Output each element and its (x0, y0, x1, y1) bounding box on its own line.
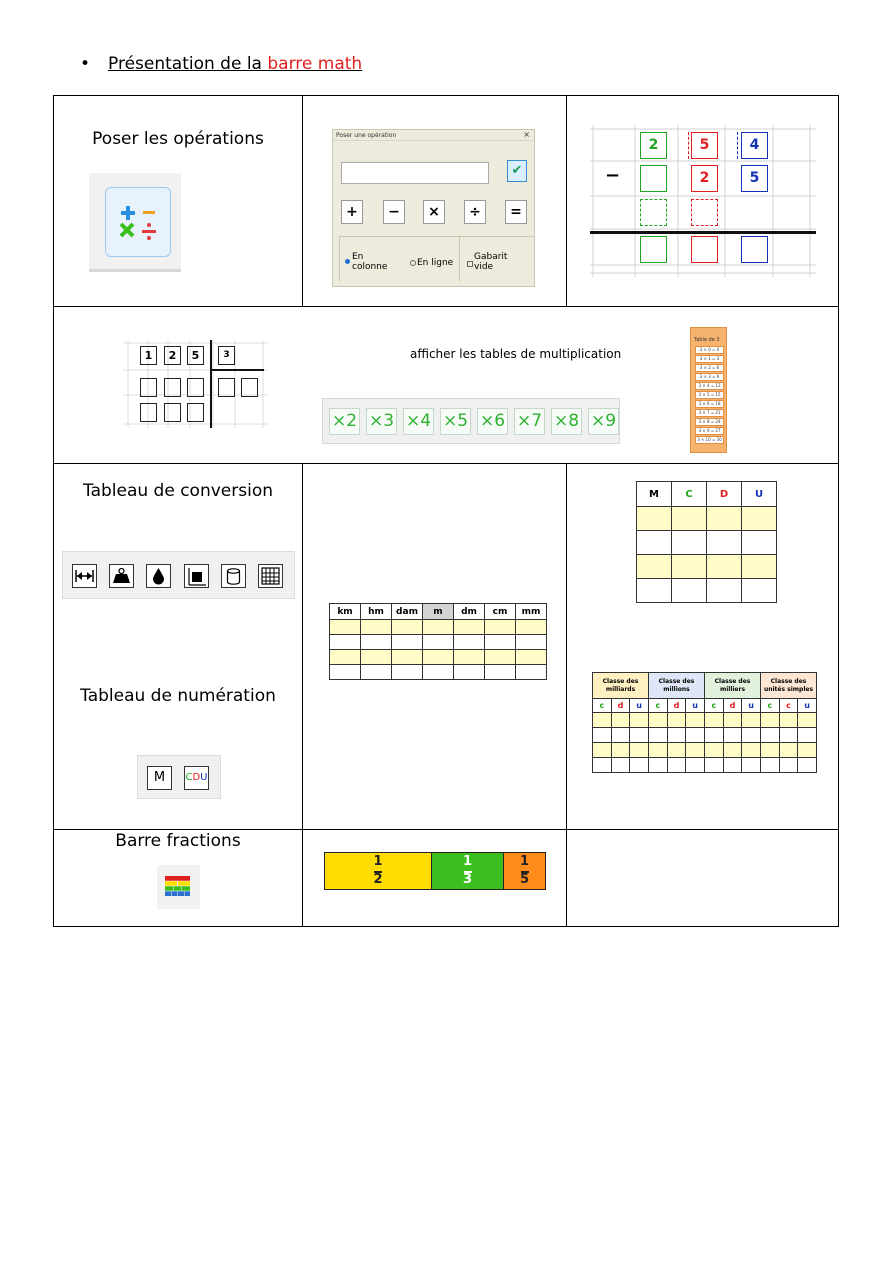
times-6-button[interactable]: ×6 (477, 408, 508, 435)
classes-table (592, 672, 817, 773)
class-units: Classe des unités simples (761, 673, 817, 699)
table-row (330, 650, 547, 665)
table-row: 3 × 9 = 27 (695, 427, 724, 435)
result-box-1[interactable] (640, 236, 667, 263)
operation-input[interactable] (341, 162, 489, 184)
heading-link[interactable]: barre math (267, 54, 363, 74)
header-c: C (672, 482, 707, 507)
unit-header-hm: hm (361, 604, 392, 620)
times-8-button[interactable]: ×8 (551, 408, 582, 435)
sub-header-u: u (798, 699, 817, 713)
table-row: 3 × 3 = 9 (695, 373, 724, 381)
digit-box-top-1[interactable]: 2 (640, 132, 667, 159)
table-row-divider (53, 306, 839, 307)
carry-box (726, 132, 738, 159)
grid-table-icon[interactable] (258, 564, 283, 588)
work-box[interactable] (164, 403, 181, 422)
plus-minus-times-divide-icon (106, 188, 170, 256)
table-row-divider (53, 829, 839, 830)
table-row (593, 713, 817, 728)
multiplication-toolbar (322, 398, 620, 444)
header-u: U (742, 482, 777, 507)
numeration-toolbar (137, 755, 221, 799)
times-4-button[interactable]: ×4 (403, 408, 434, 435)
digit-box-top-3[interactable]: 4 (741, 132, 768, 159)
multiplication-caption: afficher les tables de multiplication (410, 347, 622, 361)
fraction-fifth[interactable] (503, 852, 546, 890)
option-line[interactable]: En ligne (417, 258, 454, 268)
unit-header-dam: dam (392, 604, 423, 620)
table-row: 3 × 7 = 21 (695, 409, 724, 417)
table-row (593, 728, 817, 743)
dialog-close-button[interactable]: × (523, 130, 530, 139)
carry-box (677, 132, 689, 159)
column-subtraction (590, 125, 816, 277)
times-3-button[interactable]: ×3 (366, 408, 397, 435)
divide-button[interactable]: ÷ (464, 200, 486, 224)
sub-header-c: c (649, 699, 668, 713)
times-2-button[interactable]: ×2 (329, 408, 360, 435)
table-row (593, 743, 817, 758)
operation-dialog (332, 129, 535, 287)
result-box-2[interactable] (691, 236, 718, 263)
table-row-divider (53, 463, 839, 464)
digit-box-bottom-1[interactable] (640, 165, 667, 192)
table-row: 3 × 8 = 24 (695, 418, 724, 426)
fraction-third[interactable] (431, 852, 504, 890)
table-col-divider (566, 95, 567, 307)
option-template[interactable]: Gabarit vide (474, 252, 508, 272)
table-row (330, 635, 547, 650)
sub-header-u: u (630, 699, 649, 713)
denominator: 5 (519, 872, 530, 887)
fraction-bars-icon (157, 865, 200, 909)
table-row: 3 × 2 = 6 (695, 364, 724, 372)
class-billions: Classe des milliards (593, 673, 649, 699)
table-row (637, 531, 777, 555)
carry-box-red[interactable] (691, 199, 718, 226)
dividend-digit-2[interactable]: 2 (164, 346, 181, 365)
work-box[interactable] (187, 403, 204, 422)
sub-header-c: c (779, 699, 798, 713)
digit-box-bottom-3[interactable]: 5 (741, 165, 768, 192)
m-table-button[interactable]: M (147, 766, 172, 790)
table-row: 3 × 5 = 15 (695, 391, 724, 399)
multiplication-table-3 (690, 327, 727, 453)
fractions-button[interactable] (157, 865, 200, 909)
table-border-left (53, 95, 54, 927)
unit-header-cm: cm (485, 604, 516, 620)
cdu-u: U (200, 772, 208, 783)
table-row (593, 758, 817, 773)
unit-header-m: m (423, 604, 454, 620)
minus-button[interactable]: − (383, 200, 405, 224)
times-7-button[interactable]: ×7 (514, 408, 545, 435)
times-5-button[interactable]: ×5 (440, 408, 471, 435)
radio-selected[interactable] (345, 259, 350, 264)
work-box[interactable] (187, 378, 204, 397)
table-col-divider (302, 95, 303, 307)
sub-header-c: c (593, 699, 612, 713)
fraction-half[interactable] (324, 852, 432, 890)
conversion-title: Tableau de conversion (83, 481, 273, 501)
table-border-top (53, 95, 839, 96)
bullet: • (80, 54, 91, 74)
quotient-box[interactable] (218, 378, 235, 397)
table-row (330, 665, 547, 680)
numerator: 1 (373, 854, 383, 869)
table-row: 3 × 10 = 30 (695, 436, 724, 444)
sub-header-d: d (723, 699, 742, 713)
times-9-button[interactable]: ×9 (588, 408, 619, 435)
capacity-icon[interactable] (146, 564, 171, 588)
cdu-table-button[interactable] (184, 766, 209, 790)
table-col-divider (566, 463, 567, 927)
table-3-title: Table de 3 (694, 337, 720, 343)
sub-header-c: c (761, 699, 780, 713)
work-box[interactable] (164, 378, 181, 397)
plus-button[interactable]: + (341, 200, 363, 224)
table-row (637, 555, 777, 579)
unit-header-dm: dm (454, 604, 485, 620)
work-box[interactable] (140, 378, 157, 397)
table-row (637, 507, 777, 531)
checkbox[interactable] (467, 261, 473, 267)
operations-button[interactable] (105, 187, 171, 257)
table-row (330, 620, 547, 635)
numerator: 1 (519, 854, 530, 869)
divisor-digit[interactable]: 3 (218, 346, 235, 365)
numerator: 1 (462, 854, 473, 869)
denominator: 2 (373, 872, 383, 887)
validate-button[interactable]: ✔ (507, 160, 527, 182)
minus-sign: − (605, 165, 621, 186)
header-m: M (637, 482, 672, 507)
operations-title: Poser les opérations (92, 129, 264, 149)
cdu-d: D (192, 772, 201, 783)
sub-header-d: d (611, 699, 630, 713)
table-row: 3 × 6 = 18 (695, 400, 724, 408)
table-border-bottom (53, 926, 839, 927)
layout-options (339, 236, 535, 281)
sub-header-c: c (705, 699, 724, 713)
cdu-c: C (185, 772, 193, 783)
table-row (637, 579, 777, 603)
heading-text-main: Présentation de la (108, 54, 268, 74)
table-row: 3 × 4 = 12 (695, 382, 724, 390)
carry-box-green[interactable] (640, 199, 667, 226)
sub-header-u: u (742, 699, 761, 713)
conversion-table (329, 603, 547, 680)
table-col-divider (302, 463, 303, 927)
dividend-digit-3[interactable]: 5 (187, 346, 204, 365)
quotient-box[interactable] (241, 378, 258, 397)
table-row: 3 × 0 = 0 (695, 346, 724, 354)
operations-toolbar-button-area (89, 173, 181, 272)
class-thousands: Classe des milliers (705, 673, 761, 699)
result-box-3[interactable] (741, 236, 768, 263)
work-box[interactable] (140, 403, 157, 422)
table-row: 3 × 1 = 3 (695, 355, 724, 363)
mcdu-table (636, 481, 777, 603)
equals-button[interactable]: = (505, 200, 527, 224)
volume-icon[interactable] (221, 564, 246, 588)
conversion-toolbar (62, 551, 295, 599)
area-icon[interactable] (184, 564, 209, 588)
option-column[interactable]: En colonne (352, 252, 388, 272)
dividend-digit-1[interactable]: 1 (140, 346, 157, 365)
unit-header-km: km (330, 604, 361, 620)
fractions-title: Barre fractions (115, 831, 241, 851)
digit-box-bottom-2[interactable]: 2 (691, 165, 718, 192)
denominator: 3 (462, 872, 473, 887)
class-millions: Classe des millions (649, 673, 705, 699)
numeration-title: Tableau de numération (80, 686, 276, 706)
dialog-title: Poser une opération (336, 132, 397, 139)
digit-box-top-2[interactable]: 5 (691, 132, 718, 159)
length-icon[interactable] (72, 564, 97, 588)
division-layout (123, 340, 268, 428)
times-button[interactable]: × (423, 200, 445, 224)
weight-icon[interactable] (109, 564, 134, 588)
table-border-right (838, 95, 839, 927)
sub-header-u: u (686, 699, 705, 713)
unit-header-mm: mm (516, 604, 547, 620)
radio-unselected[interactable] (410, 260, 416, 266)
sub-header-d: d (667, 699, 686, 713)
heading-text (108, 54, 362, 74)
header-d: D (707, 482, 742, 507)
